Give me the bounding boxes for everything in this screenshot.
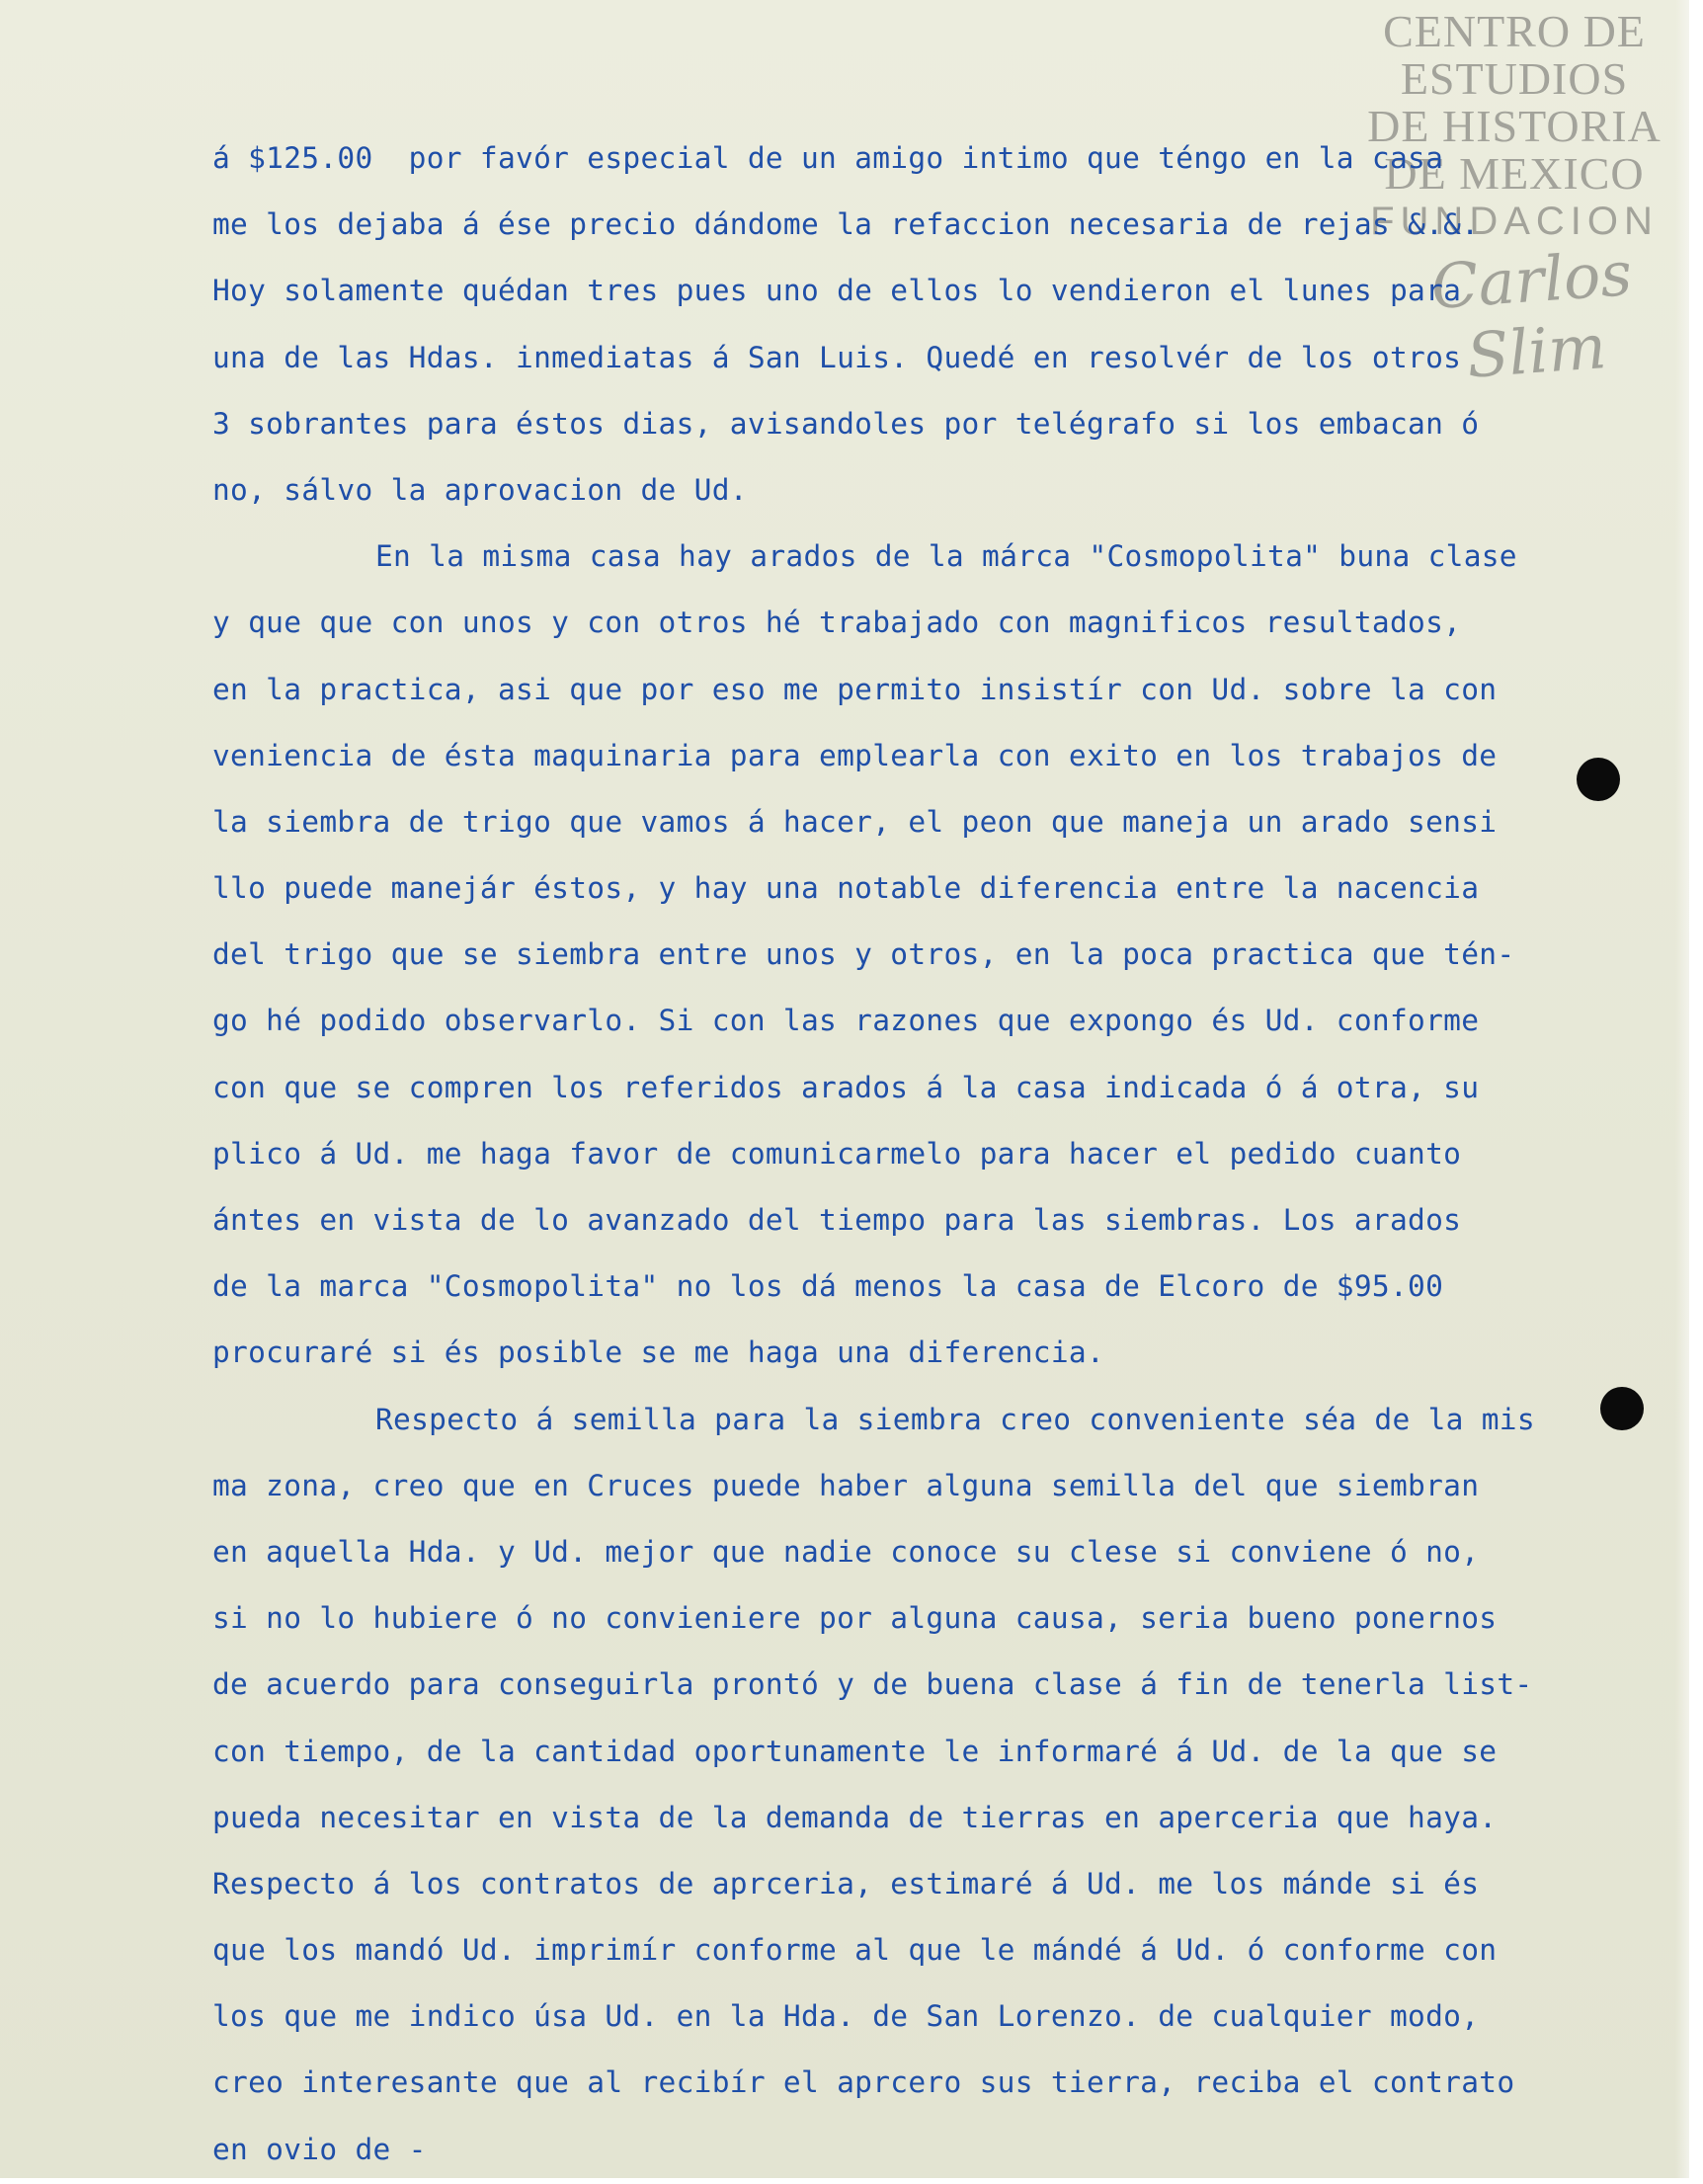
text-line: veniencia de ésta maquinaria para emplearla con exito en los trabajos de	[212, 738, 1498, 772]
punch-hole-bottom	[1600, 1387, 1644, 1430]
text-line: si no lo hubiere ó no convieniere por alguna causa, seria bueno ponernos	[212, 1601, 1498, 1636]
text-line: con que se compren los referidos arados á la casa indicada ó á otra, su	[212, 1070, 1480, 1104]
text-line: y que que con unos y con otros hé trabajado con magnificos resultados,	[212, 606, 1462, 640]
text-line: los que me indico úsa Ud. en la Hda. de San Lorenzo. de cualquier modo,	[212, 1999, 1480, 2034]
stamp-line-3: DE HISTORIA	[1367, 101, 1662, 151]
stamp-line-2: ESTUDIOS	[1400, 53, 1629, 104]
text-line: plico á Ud. me haga favor de comunicarmelo para hacer el pedido cuanto	[212, 1136, 1462, 1171]
text-line: una de las Hdas. inmediatas á San Luis. Quedé en resolvér de los otros	[212, 340, 1462, 374]
text-line: En la misma casa hay arados de la márca "Cosmopolita" buna clase	[375, 539, 1517, 574]
text-line: del trigo que se siembra entre unos y otros, en la poca practica que tén-	[212, 937, 1515, 972]
text-line: creo interesante que al recibír el aprcero sus tierra, reciba el contrato	[212, 2065, 1515, 2100]
text-line: no, sálvo la aprovacion de Ud.	[212, 472, 748, 507]
text-line: go hé podido observarlo. Si con las razones que expongo és Ud. conforme	[212, 1004, 1480, 1038]
letter-body	[212, 125, 1674, 2178]
text-line: de la marca "Cosmopolita" no los dá menos la casa de Elcoro de $95.00	[212, 1269, 1444, 1304]
text-line: en aquella Hda. y Ud. mejor que nadie conoce su clese si conviene ó no,	[212, 1534, 1480, 1569]
stamp-line-1: CENTRO DE	[1383, 6, 1646, 56]
text-line: en la practica, asi que por eso me permito insistír con Ud. sobre la con	[212, 672, 1498, 706]
text-line: á $125.00 por favór especial de un amigo intimo que téngo en la casa	[212, 141, 1444, 175]
text-line: ma zona, creo que en Cruces puede haber alguna semilla del que siembran	[212, 1468, 1480, 1502]
text-line: con tiempo, de la cantidad oportunamente le informaré á Ud. de la que se	[212, 1734, 1498, 1768]
text-line: en ovio de -	[212, 2132, 427, 2166]
text-line: me los dejaba á ése precio dándome la refaccion necesaria de rejas &.&.	[212, 207, 1480, 242]
text-line: ántes en vista de lo avanzado del tiempo para las siembras. Los arados	[212, 1203, 1462, 1237]
text-line: 3 sobrantes para éstos dias, avisandoles por telégrafo si los embacan ó	[212, 406, 1480, 441]
text-line: Respecto á los contratos de aprceria, estimaré á Ud. me los mánde si és	[212, 1866, 1480, 1901]
stamp-signature: Carlos Slim	[1428, 237, 1635, 392]
text-line: la siembra de trigo que vamos á hacer, el peon que maneja un arado sensi	[212, 804, 1498, 839]
stamp-line-4: DE MEXICO	[1384, 148, 1645, 199]
text-line: llo puede manejár éstos, y hay una notable diferencia entre la nacencia	[212, 871, 1480, 906]
text-line: Respecto á semilla para la siembra creo conveniente séa de la mis	[375, 1402, 1535, 1436]
text-line: Hoy solamente quédan tres pues uno de ellos lo vendieron el lunes para	[212, 274, 1462, 308]
stamp-line-5: FUNDACION	[1370, 200, 1659, 243]
punch-hole-top	[1577, 758, 1620, 801]
text-line: de acuerdo para conseguirla prontó y de buena clase á fin de tenerla list-	[212, 1667, 1533, 1702]
text-line: procuraré si és posible se me haga una diferencia.	[212, 1335, 1105, 1370]
text-line: pueda necesitar en vista de la demanda de tierras en aperceria que haya.	[212, 1800, 1498, 1834]
text-line: que los mandó Ud. imprimír conforme al que le mándé á Ud. ó conforme con	[212, 1933, 1498, 1968]
